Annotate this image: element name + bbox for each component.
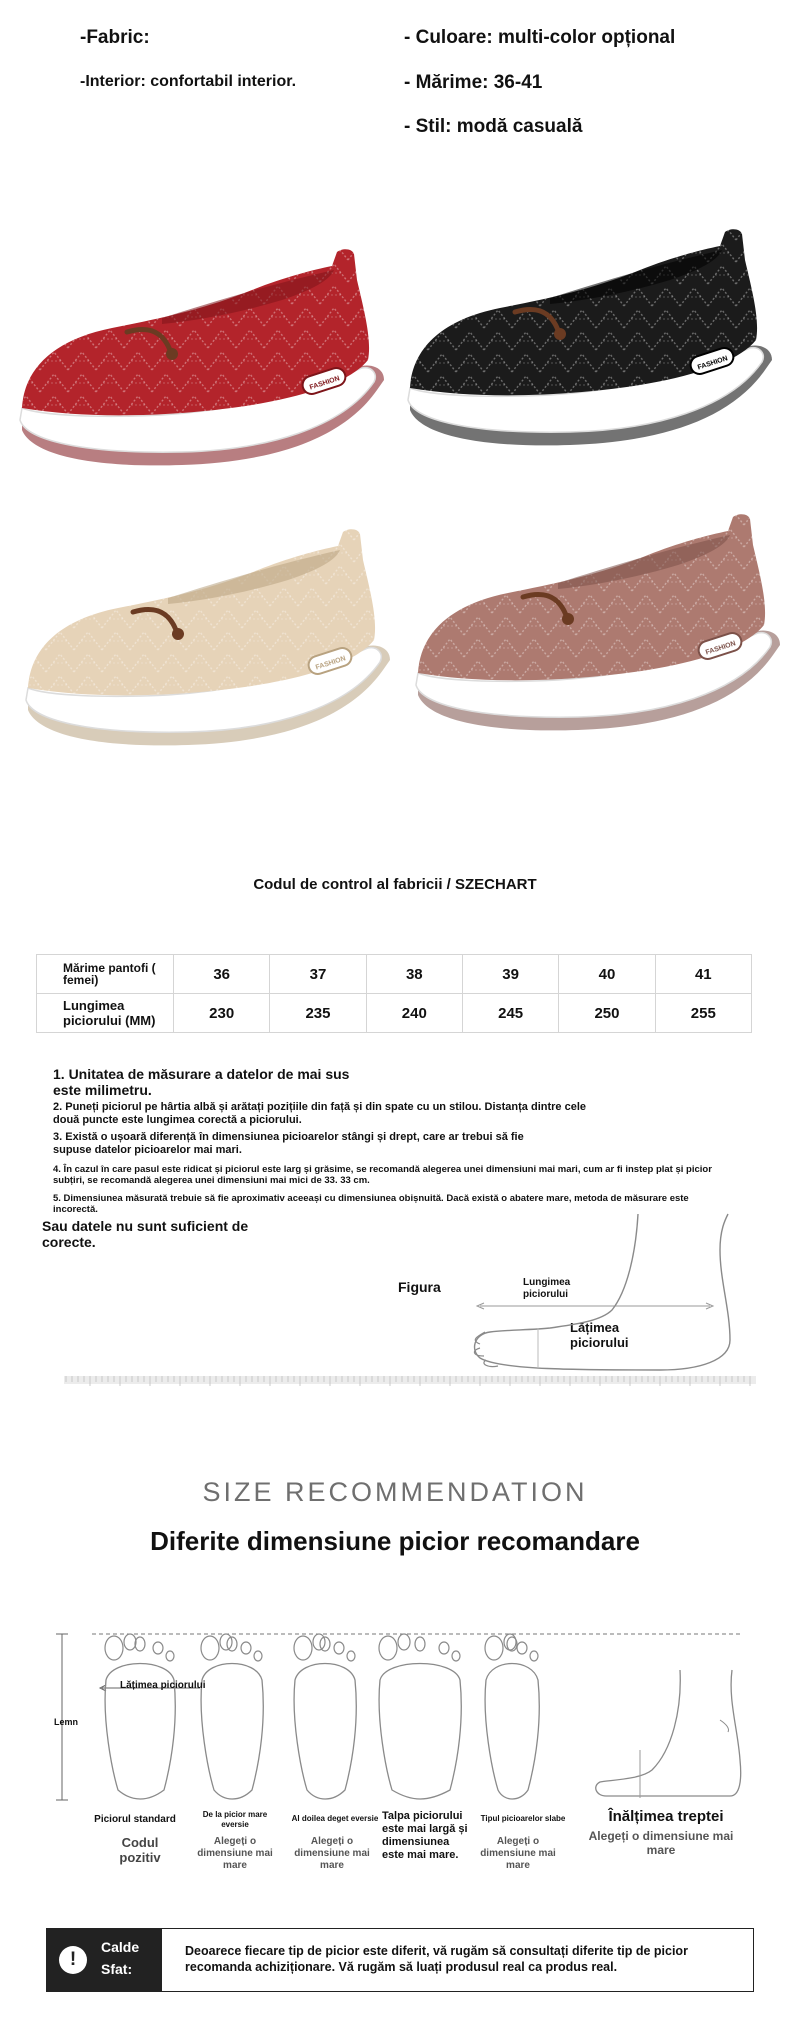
warning-icon: ! — [59, 1946, 87, 1974]
foot-advice-second-toe: Alegeți o dimensiune mai mare — [294, 1836, 370, 1871]
size-cell: 40 — [559, 955, 655, 994]
footprint-outline — [201, 1634, 263, 1799]
shoe-logo: FASHION — [696, 355, 729, 372]
figure-width-label: Lățimea piciorului — [570, 1320, 629, 1350]
shoe-logo: FASHION — [314, 655, 347, 672]
note-6: Sau datele nu sunt suficient de corecte. — [42, 1218, 249, 1250]
length-cell: 240 — [366, 994, 462, 1033]
shoe-beige — [26, 529, 390, 745]
shoe-mauve — [416, 514, 780, 730]
size-recommendation-title: Diferite dimensiune picior recomandare — [150, 1526, 640, 1556]
footprint-outline — [294, 1634, 356, 1799]
figure-length-label: Lungimea piciorului — [523, 1277, 571, 1300]
tip-text: Deoarece fiecare tip de picior este diferit, vă rugăm să consultați diferite tip de picior recomanda achiziționare. Vă rugăm să luați produsul real ca produs real. — [185, 1944, 688, 1974]
size-row — [37, 955, 752, 994]
note-5: 5. Dimensiunea măsurată trebuie să fie aproximativ aceeași cu dimensiunea obișnuită. Dacă există o abatere mare, metoda de măsurare este incorectă. — [53, 1193, 689, 1215]
size-cell: 41 — [655, 955, 751, 994]
length-cell: 250 — [559, 994, 655, 1033]
foot-advice-high-instep: Alegeți o dimensiune mai mare — [588, 1829, 734, 1857]
footprint-outline — [105, 1634, 175, 1799]
factory-code: Codul de control al fabricii / SZECHART — [253, 876, 537, 893]
foot-length-label: Lemn — [54, 1717, 79, 1727]
tip-label-line1: Calde — [101, 1939, 140, 1955]
foot-types-illustration — [40, 1620, 760, 1810]
tip-box — [46, 1928, 754, 1992]
note-2: 2. Puneți piciorul pe hârtia albă și arătați pozițiile din față și din spate cu un stilou. Distanța dintre cele două puncte este lungimea corectă a piciorului. — [53, 1101, 587, 1126]
size-cell: 39 — [462, 955, 558, 994]
foot-type-slim: Tipul picioarelor slabe — [480, 1814, 566, 1823]
size-row-header: Mărime pantofi ( femei) — [37, 955, 174, 994]
foot-advice-wide: Alegeți o dimensiune mai mare — [480, 1836, 556, 1871]
footprint-outline — [485, 1634, 539, 1799]
shoe-red — [20, 249, 384, 465]
size-cell: 38 — [366, 955, 462, 994]
foot-type-high-instep: Înălțimea treptei — [608, 1808, 724, 1825]
foot-width-label: Lățimea piciorului — [120, 1680, 206, 1691]
length-cell: 230 — [174, 994, 270, 1033]
footprint-outline — [379, 1634, 461, 1799]
tip-label-block — [47, 1929, 162, 1991]
note-3: 3. Există o ușoară diferență în dimensiunea picioarelor stângi și drept, care ar trebui să fie supuse datelor picioarelor mai mari. — [53, 1131, 524, 1156]
size-recommendation-eyebrow: SIZE RECOMMENDATION — [202, 1477, 588, 1507]
length-cell: 245 — [462, 994, 558, 1033]
foot-type-second-toe: Al doilea deget eversie — [291, 1814, 379, 1823]
length-cell: 255 — [655, 994, 751, 1033]
length-row — [37, 994, 752, 1033]
spec-interior: -Interior: confortabil interior. — [80, 73, 297, 90]
length-row-header: Lungimea piciorului (MM) — [37, 994, 174, 1033]
length-cell: 235 — [270, 994, 366, 1033]
foot-advice-standard: Codul pozitiv — [119, 1835, 161, 1865]
spec-size: - Mărime: 36-41 — [404, 72, 543, 93]
note-1: 1. Unitatea de măsurare a datelor de mai sus este milimetru. — [53, 1066, 350, 1098]
size-cell: 37 — [270, 955, 366, 994]
spec-style: - Stil: modă casuală — [404, 116, 583, 137]
shoe-logo: FASHION — [308, 375, 341, 392]
size-cell: 36 — [174, 955, 270, 994]
shoe-black — [408, 229, 772, 445]
foot-advice-bunion: Alegeți o dimensiune mai mare — [197, 1836, 273, 1871]
foot-measure-illustration — [60, 1210, 760, 1390]
foot-type-wide: Talpa piciorului este mai largă și dimensiunea este mai mare. — [382, 1810, 468, 1861]
spec-fabric: -Fabric: — [80, 27, 150, 48]
spec-color: - Culoare: multi-color opțional — [404, 27, 676, 48]
size-table — [36, 954, 752, 1033]
figure-title: Figura — [398, 1279, 441, 1295]
shoe-logo: FASHION — [704, 640, 737, 657]
foot-type-standard: Piciorul standard — [94, 1814, 176, 1825]
shoe-gallery — [0, 220, 790, 810]
foot-type-bunion: De la picior mare eversie — [202, 1810, 268, 1829]
note-4: 4. În cazul în care pasul este ridicat și piciorul este larg și grăsime, se recomandă alegerea unei dimensiuni mai mari, cum ar fi instep plat și picior subțiri, se recomandă alegerea unei dimensiuni mai mici de 33. 33 cm. — [53, 1164, 712, 1186]
tip-label-line2: Sfat: — [101, 1961, 133, 1977]
